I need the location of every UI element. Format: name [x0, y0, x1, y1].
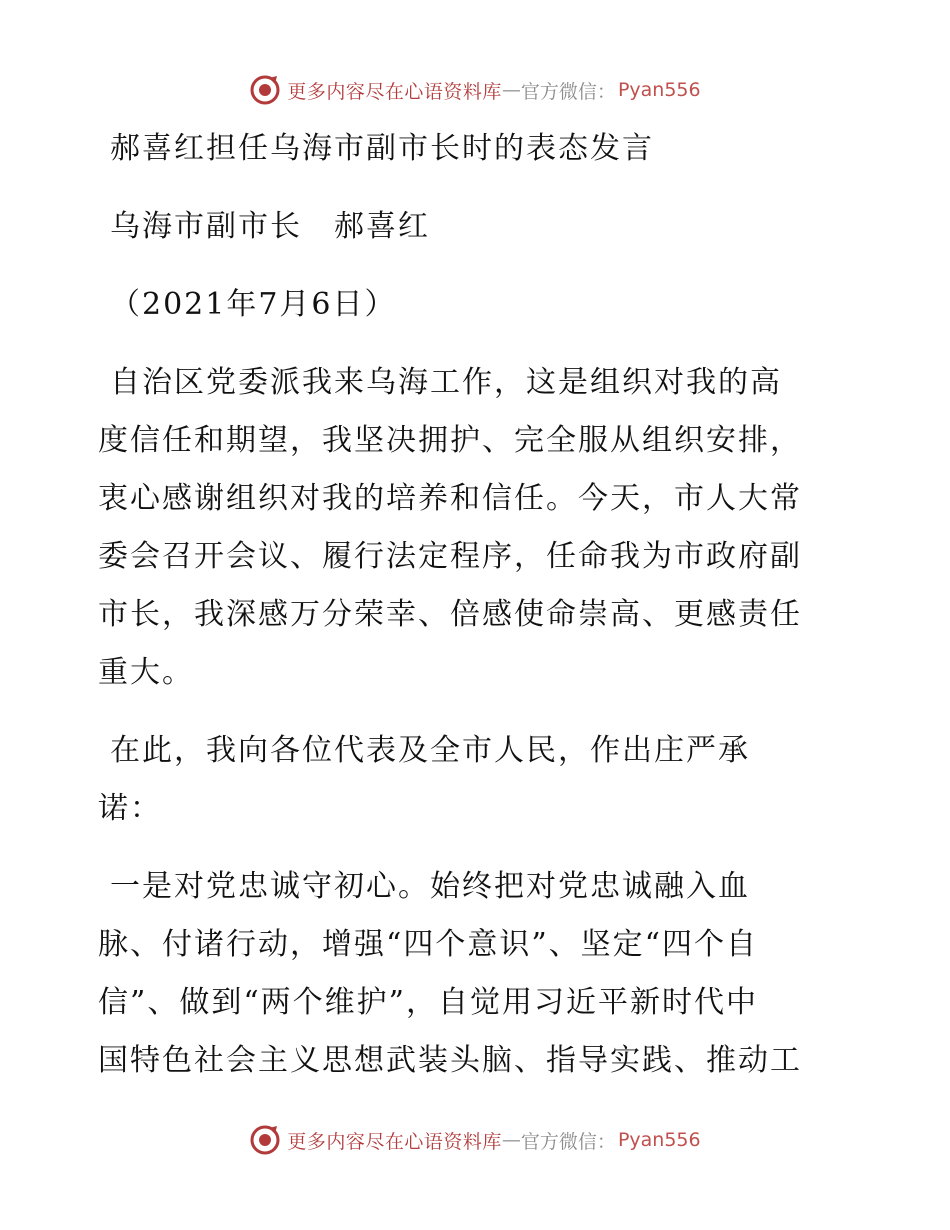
paragraph-line: 自治区党委派我来乌海工作，这是组织对我的高 [110, 365, 782, 400]
paragraph-line: 诺： [98, 791, 162, 826]
watermark-dash: — [501, 1129, 521, 1151]
paragraph-line: 度信任和期望，我坚决拥护、完全服从组织安排， [98, 423, 802, 458]
paragraph-line: 衷心感谢组织对我的培养和信任。今天，市人大常 [98, 481, 802, 516]
paragraph-loyalty [98, 858, 858, 1090]
date-line: （2021年7月6日） [110, 287, 397, 322]
paragraph-line: 国特色社会主义思想武装头脑、指导实践、推动工 [98, 1043, 802, 1078]
pen-circle-icon [249, 1124, 281, 1156]
watermark-dash: — [501, 79, 521, 101]
watermark-id: Pyan556 [617, 79, 701, 101]
document-title: 郝喜红担任乌海市副市长时的表态发言 [110, 131, 654, 166]
footer-watermark [0, 1120, 950, 1160]
paragraph-line: 重大。 [98, 655, 194, 690]
watermark-label: 官方微信： [520, 80, 616, 103]
watermark-text: 更多内容尽在心语资料库 [287, 80, 502, 103]
pen-circle-icon [249, 74, 281, 106]
paragraph-line: 信”、做到“两个维护”，自觉用习近平新时代中 [98, 985, 759, 1020]
watermark-id: Pyan556 [617, 1129, 701, 1151]
watermark-label: 官方微信： [520, 1130, 616, 1153]
paragraph-intro [98, 354, 858, 702]
paragraph-line: 在此，我向各位代表及全市人民，作出庄严承 [110, 733, 750, 768]
header-watermark [0, 70, 950, 110]
watermark-text: 更多内容尽在心语资料库 [287, 1130, 502, 1153]
paragraph-line: 委会召开会议、履行法定程序，任命我为市政府副 [98, 539, 802, 574]
document-body [98, 120, 858, 1090]
paragraph-line: 市长，我深感万分荣幸、倍感使命崇高、更感责任 [98, 597, 802, 632]
paragraph-line: 脉、付诸行动，增强“四个意识”、坚定“四个自 [98, 927, 759, 962]
paragraph-line: 一是对党忠诚守初心。始终把对党忠诚融入血 [110, 869, 750, 904]
paragraph-pledge [98, 722, 858, 838]
author-line: 乌海市副市长 郝喜红 [110, 209, 430, 244]
